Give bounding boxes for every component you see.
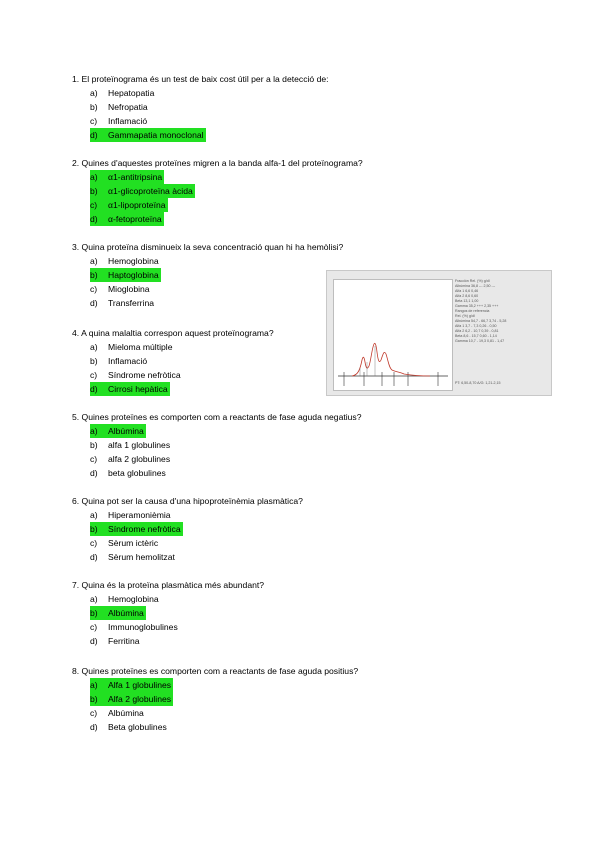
correct-answer-highlight bbox=[90, 198, 168, 212]
question-block bbox=[72, 156, 363, 226]
option-letter: c) bbox=[90, 538, 98, 548]
option-text: Gammapatia monoclonal bbox=[108, 130, 204, 140]
answer-option bbox=[72, 184, 363, 198]
option-letter: c) bbox=[90, 116, 98, 126]
option-text: Síndrome nefròtica bbox=[108, 524, 181, 534]
question-block bbox=[72, 72, 329, 142]
option-text: Haptoglobina bbox=[108, 270, 159, 280]
answer-text-wrap bbox=[90, 356, 147, 366]
answer-option bbox=[72, 114, 329, 128]
answer-text-wrap bbox=[90, 440, 170, 450]
option-text: α1-glicoproteïna àcida bbox=[108, 186, 193, 196]
option-letter: a) bbox=[90, 680, 98, 690]
option-text: α1-antitripsina bbox=[108, 172, 163, 182]
answer-option bbox=[72, 606, 264, 620]
fraction-row: Rangos de referencia bbox=[455, 309, 490, 313]
proteinogram-figure bbox=[326, 270, 552, 396]
answer-text-wrap bbox=[90, 622, 178, 632]
option-letter: c) bbox=[90, 708, 98, 718]
option-letter: b) bbox=[90, 186, 98, 196]
answer-text-wrap bbox=[90, 370, 181, 380]
answer-option bbox=[72, 340, 274, 354]
answer-text-wrap bbox=[90, 636, 140, 646]
option-text: α1-lipoproteïna bbox=[108, 200, 166, 210]
option-letter: a) bbox=[90, 426, 98, 436]
question-title: 1. El proteïnograma és un test de baix cost útil per a la detecció de: bbox=[72, 74, 329, 84]
answer-option bbox=[72, 254, 343, 268]
option-text: Síndrome nefròtica bbox=[108, 370, 181, 380]
option-text: Mioglobina bbox=[108, 284, 150, 294]
answer-text-wrap bbox=[90, 708, 144, 718]
electrophoresis-plot bbox=[333, 279, 453, 391]
question-title: 8. Quines proteïnes es comporten com a reactants de fase aguda positius? bbox=[72, 666, 359, 676]
answer-text-wrap bbox=[90, 722, 167, 732]
option-letter: b) bbox=[90, 440, 98, 450]
answer-option bbox=[72, 550, 303, 564]
answer-option bbox=[72, 198, 363, 212]
fraction-row: Beta 8,6 - 15,7 0,60 - 1,14 bbox=[455, 334, 497, 338]
question-block bbox=[72, 326, 274, 396]
answer-text-wrap bbox=[90, 102, 148, 112]
answer-option bbox=[72, 452, 362, 466]
option-letter: d) bbox=[90, 384, 98, 394]
answer-option bbox=[72, 634, 264, 648]
option-text: Inflamació bbox=[108, 356, 148, 366]
answer-text-wrap bbox=[90, 468, 166, 478]
fraction-row: Albúmina 36,8 --- 2,50 --- bbox=[455, 284, 496, 288]
electrophoresis-curve-icon bbox=[334, 280, 452, 390]
answer-option bbox=[72, 268, 343, 282]
question-title: 2. Quines d'aquestes proteïnes migren a la banda alfa-1 del proteïnograma? bbox=[72, 158, 363, 168]
option-text: Sèrum hemolitzat bbox=[108, 552, 175, 562]
answer-option bbox=[72, 212, 363, 226]
option-text: Transferrina bbox=[108, 298, 155, 308]
correct-answer-highlight bbox=[90, 522, 183, 536]
fraction-row: Gamma 10,7 - 19,3 0,81 - 1,47 bbox=[455, 339, 505, 343]
option-letter: d) bbox=[90, 214, 98, 224]
answer-text-wrap bbox=[90, 116, 147, 126]
correct-answer-highlight bbox=[90, 184, 195, 198]
option-text: Hiperamonièmia bbox=[108, 510, 171, 520]
answer-option bbox=[72, 354, 274, 368]
question-title: 6. Quina pot ser la causa d'una hipoproteïnèmia plasmàtica? bbox=[72, 496, 303, 506]
answer-option bbox=[72, 678, 358, 692]
correct-answer-highlight bbox=[90, 268, 161, 282]
correct-answer-highlight bbox=[90, 170, 164, 184]
fraction-row: Alfa 2 8,6 0,60 bbox=[455, 294, 479, 298]
option-text: Mieloma múltiple bbox=[108, 342, 173, 352]
option-letter: a) bbox=[90, 510, 98, 520]
answer-option bbox=[72, 620, 264, 634]
fraction-row: Gamma 35,2 +++ 2,35 +++ bbox=[455, 304, 499, 308]
option-letter: c) bbox=[90, 622, 98, 632]
answer-option bbox=[72, 382, 274, 396]
option-text: Ferritina bbox=[108, 636, 140, 646]
option-text: Sèrum ictèric bbox=[108, 538, 159, 548]
option-text: Alfa 1 globulines bbox=[108, 680, 172, 690]
fraction-row: Beta 13,1 1,00 bbox=[455, 299, 479, 303]
option-letter: b) bbox=[90, 524, 98, 534]
fraction-table bbox=[455, 279, 547, 344]
correct-answer-highlight bbox=[90, 212, 164, 226]
correct-answer-highlight bbox=[90, 692, 173, 706]
option-text: Hemoglobina bbox=[108, 256, 159, 266]
fraction-row: Alfa 1 6,6 0,46 bbox=[455, 289, 479, 293]
question-block bbox=[72, 664, 358, 734]
option-text: Immunoglobulines bbox=[108, 622, 178, 632]
option-letter: d) bbox=[90, 468, 98, 478]
correct-answer-highlight bbox=[90, 382, 170, 396]
option-letter: b) bbox=[90, 694, 98, 704]
option-text: α-fetoproteïna bbox=[108, 214, 162, 224]
answer-option bbox=[72, 536, 303, 550]
option-text: Beta globulines bbox=[108, 722, 167, 732]
correct-answer-highlight bbox=[90, 128, 206, 142]
option-text: alfa 1 globulines bbox=[108, 440, 171, 450]
option-letter: d) bbox=[90, 130, 98, 140]
option-letter: c) bbox=[90, 454, 98, 464]
answer-text-wrap bbox=[90, 552, 175, 562]
option-text: Nefropatia bbox=[108, 102, 148, 112]
option-letter: d) bbox=[90, 722, 98, 732]
option-text: Alfa 2 globulines bbox=[108, 694, 172, 704]
answer-option bbox=[72, 438, 362, 452]
question-title: 4. A quina malaltia correspon aquest proteïnograma? bbox=[72, 328, 274, 338]
option-letter: a) bbox=[90, 172, 98, 182]
question-block bbox=[72, 240, 343, 310]
option-letter: c) bbox=[90, 200, 98, 210]
question-block bbox=[72, 410, 362, 480]
fraction-row: Alfa 1 3,7 - 7,3 0,26 - 0,50 bbox=[455, 324, 497, 328]
answer-text-wrap bbox=[90, 538, 158, 548]
option-letter: b) bbox=[90, 356, 98, 366]
option-letter: a) bbox=[90, 594, 98, 604]
answer-text-wrap bbox=[90, 454, 170, 464]
answer-option bbox=[72, 592, 264, 606]
option-letter: a) bbox=[90, 88, 98, 98]
option-text: Hepatopatia bbox=[108, 88, 155, 98]
option-text: Albúmina bbox=[108, 608, 144, 618]
option-letter: d) bbox=[90, 552, 98, 562]
answer-option bbox=[72, 282, 343, 296]
correct-answer-highlight bbox=[90, 606, 146, 620]
answer-option bbox=[72, 692, 358, 706]
answer-option bbox=[72, 466, 362, 480]
answer-text-wrap bbox=[90, 88, 154, 98]
question-block bbox=[72, 578, 264, 648]
correct-answer-highlight bbox=[90, 424, 146, 438]
option-letter: a) bbox=[90, 342, 98, 352]
answer-option bbox=[72, 128, 329, 142]
option-text: Hemoglobina bbox=[108, 594, 159, 604]
option-letter: a) bbox=[90, 256, 98, 266]
option-letter: b) bbox=[90, 102, 98, 112]
answer-text-wrap bbox=[90, 298, 154, 308]
question-title: 7. Quina és la proteïna plasmàtica més abundant? bbox=[72, 580, 265, 590]
question-block bbox=[72, 494, 303, 564]
option-text: Cirrosi hepàtica bbox=[108, 384, 168, 394]
answer-option bbox=[72, 86, 329, 100]
fraction-row: Albúmina 54,7 - 66,7 3,74 - 5,28 bbox=[455, 319, 507, 323]
answer-option bbox=[72, 368, 274, 382]
option-letter: b) bbox=[90, 270, 98, 280]
option-letter: b) bbox=[90, 608, 98, 618]
option-text: Albúmina bbox=[108, 426, 144, 436]
question-title: 5. Quines proteïnes es comporten com a reactants de fase aguda negatius? bbox=[72, 412, 362, 422]
option-text: alfa 2 globulines bbox=[108, 454, 171, 464]
correct-answer-highlight bbox=[90, 678, 173, 692]
answer-option bbox=[72, 720, 358, 734]
answer-option bbox=[72, 100, 329, 114]
question-title: 3. Quina proteïna disminueix la seva concentració quan hi ha hemòlisi? bbox=[72, 242, 344, 252]
answer-option bbox=[72, 170, 363, 184]
answer-option bbox=[72, 522, 303, 536]
option-letter: c) bbox=[90, 370, 98, 380]
answer-text-wrap bbox=[90, 510, 171, 520]
option-letter: d) bbox=[90, 636, 98, 646]
fraction-row: Alfa 2 6,2 - 10,7 0,39 - 0,81 bbox=[455, 329, 499, 333]
answer-text-wrap bbox=[90, 284, 150, 294]
answer-text-wrap bbox=[90, 256, 159, 266]
option-text: Albúmina bbox=[108, 708, 144, 718]
answer-option bbox=[72, 508, 303, 522]
answer-option bbox=[72, 706, 358, 720]
option-letter: d) bbox=[90, 298, 98, 308]
answer-text-wrap bbox=[90, 342, 172, 352]
option-text: beta globulines bbox=[108, 468, 166, 478]
option-letter: c) bbox=[90, 284, 98, 294]
fraction-row: Fracción Rel. (%) g/dl bbox=[455, 279, 490, 283]
figure-footer: PT: 6,50-8,70 A/G: 1,21-2,15 bbox=[455, 381, 501, 385]
answer-option bbox=[72, 296, 343, 310]
answer-text-wrap bbox=[90, 594, 159, 604]
answer-option bbox=[72, 424, 362, 438]
option-text: Inflamació bbox=[108, 116, 148, 126]
fraction-row: Rel. (%) g/dl bbox=[455, 314, 475, 318]
